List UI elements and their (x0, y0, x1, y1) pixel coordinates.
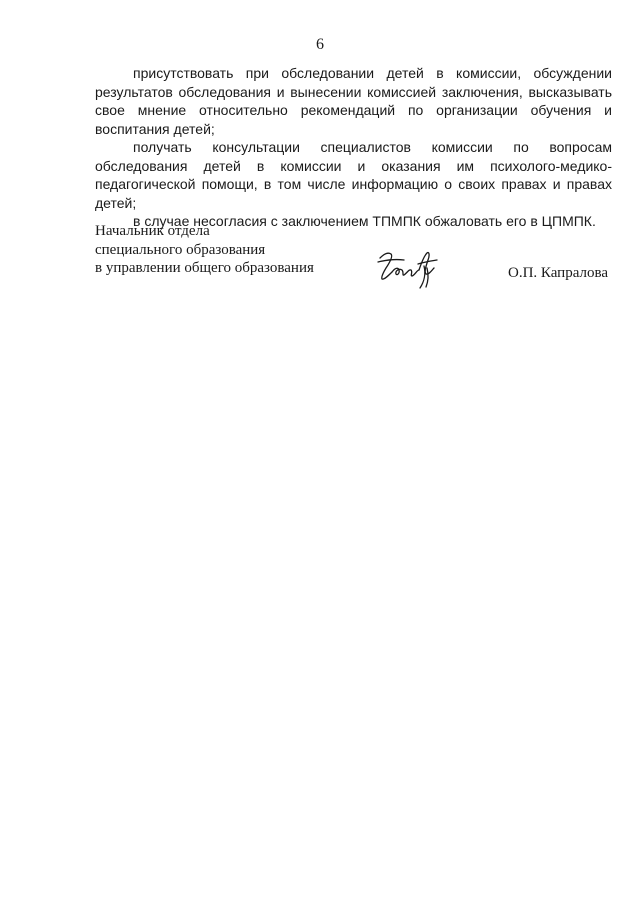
paragraph-appeal-conclusion: в случае несогласия с заключением ТПМПК обжаловать его в ЦПМПК. (133, 213, 596, 229)
signer-position-line: специального образования (95, 241, 266, 258)
paragraph-receive-consultations: получать консультации специалистов комиссии по вопросам обследования детей в комиссии и оказания им психолого-медико-педагогической помощи, в том числе информацию о своих правах и правах детей; (95, 139, 612, 211)
page-number: 6 (316, 36, 324, 53)
signer-position-line: в управлении общего образования (95, 260, 314, 276)
paragraph-attend-examination: присутствовать при обследовании детей в комиссии, обсуждении результатов обследования и вынесении комиссией заключения, высказывать свое мнение относительно рекомендаций по организации обучения и воспитания детей; (95, 65, 612, 137)
signer-position-line: Начальник отдела (95, 223, 210, 239)
signer-position (95, 222, 314, 278)
document-body (95, 64, 612, 231)
signer-name: О.П. Капралова (508, 265, 609, 281)
handwritten-signature (374, 248, 446, 290)
